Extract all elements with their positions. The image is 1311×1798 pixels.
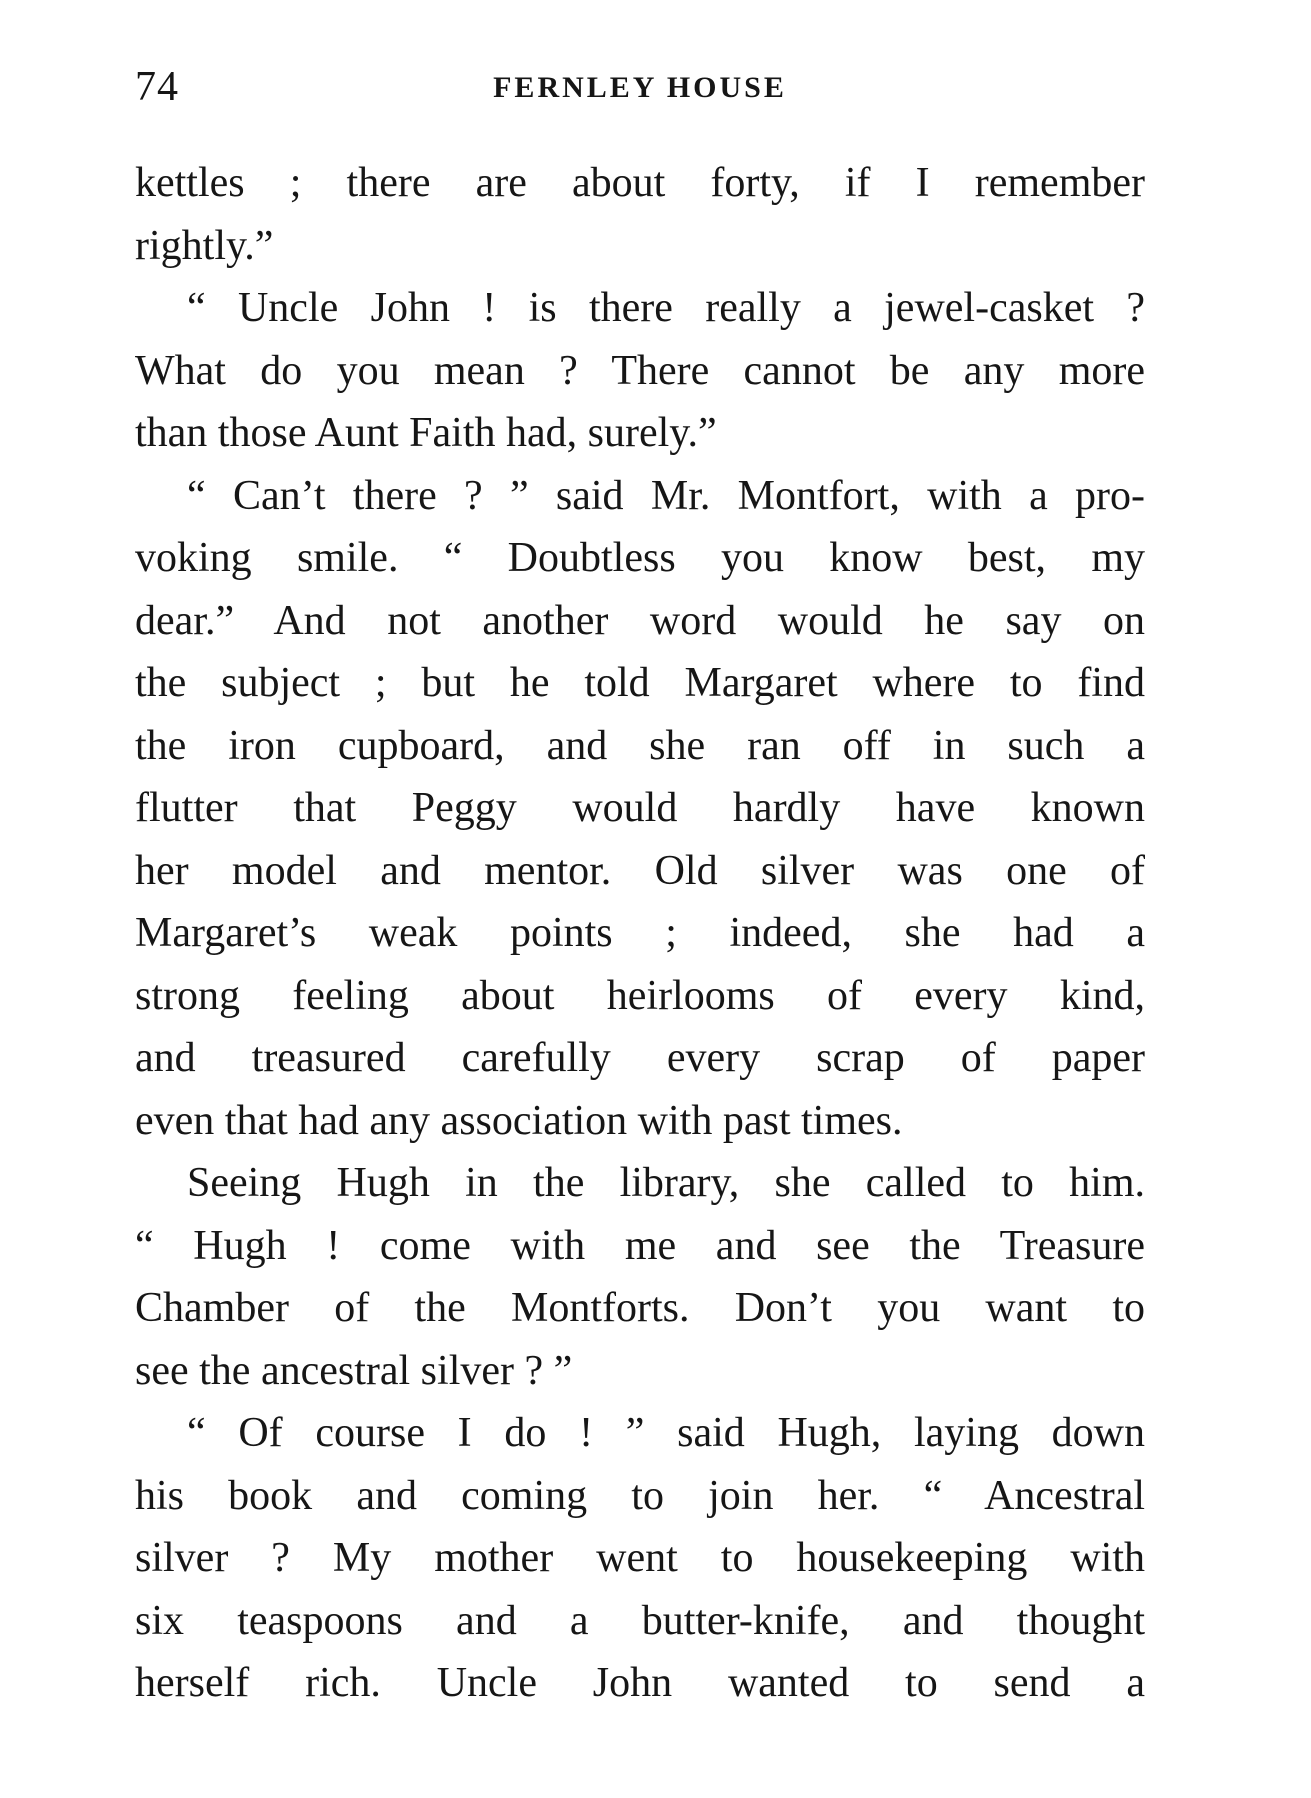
- text-line: his book and coming to join her. “ Ancestral: [135, 1472, 1145, 1519]
- text-line: “ Of course I do ! ” said Hugh, laying down: [187, 1410, 1145, 1456]
- text-line: What do you mean ? There cannot be any more: [135, 347, 1145, 394]
- text-line: and treasured carefully every scrap of paper: [135, 1035, 1145, 1081]
- text-line: six teaspoons and a butter-knife, and thought: [135, 1597, 1145, 1644]
- text-line: flutter that Peggy would hardly have known: [135, 785, 1145, 831]
- page-header: [135, 62, 1145, 112]
- text-line: kettles ; there are about forty, if I remember: [135, 160, 1145, 206]
- text-line: “ Uncle John ! is there really a jewel-casket ?: [187, 285, 1145, 331]
- text-line: dear.” And not another word would he say on: [135, 597, 1145, 644]
- text-line: see the ancestral silver ? ”: [135, 1347, 573, 1394]
- text-line: than those Aunt Faith had, surely.”: [135, 410, 717, 456]
- text-line: her model and mentor. Old silver was one of: [135, 847, 1145, 894]
- text-line: herself rich. Uncle John wanted to send a: [135, 1660, 1145, 1706]
- text-line: Seeing Hugh in the library, she called to him.: [187, 1160, 1145, 1206]
- text-line: the iron cupboard, and she ran off in such a: [135, 722, 1145, 769]
- text-line: strong feeling about heirlooms of every kind,: [135, 972, 1145, 1019]
- text-line: even that had any association with past times.: [135, 1097, 903, 1144]
- body-text: [135, 152, 1145, 1715]
- text-line: rightly.”: [135, 222, 274, 269]
- text-line: silver ? My mother went to housekeeping with: [135, 1535, 1145, 1581]
- text-line: voking smile. “ Doubtless you know best, my: [135, 535, 1145, 581]
- running-head: FERNLEY HOUSE: [493, 71, 787, 104]
- text-line: “ Can’t there ? ” said Mr. Montfort, with a pro-: [187, 472, 1145, 519]
- text-line: the subject ; but he told Margaret where to find: [135, 660, 1145, 706]
- text-line: Margaret’s weak points ; indeed, she had a: [135, 910, 1145, 956]
- page-number: 74: [135, 64, 179, 110]
- text-line: “ Hugh ! come with me and see the Treasure: [135, 1222, 1145, 1269]
- text-line: Chamber of the Montforts. Don’t you want to: [135, 1285, 1145, 1331]
